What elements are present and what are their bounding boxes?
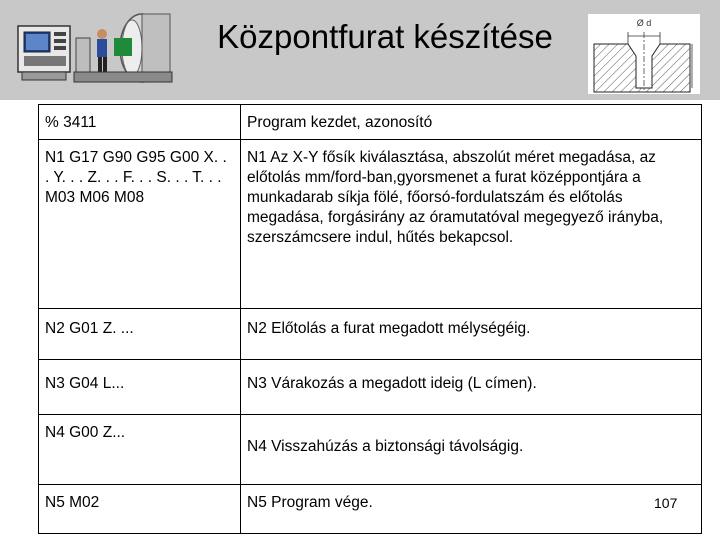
program-description-cell: N1 Az X-Y fősík kiválasztása, abszolút méret megadása, az előtolás mm/ford-ban,gyorsmenet a furat középpontjára a munkadarab síkja fölé, főorsó-fordulatszám és előtolás megadása, forgásirány az óramutatóval megegyező irányba, szerszámcsere indul, hűtés bekapcsol. [241, 140, 702, 309]
table-row [39, 140, 702, 309]
program-code-cell: N2 G01 Z. ... [39, 309, 241, 359]
program-description-cell: N4 Visszahúzás a biztonsági távolságig. [241, 415, 702, 484]
program-description-cell: N5 Program vége. [241, 484, 702, 533]
program-code-cell: % 3411 [39, 105, 241, 140]
table-row [39, 309, 702, 359]
program-description-cell: N2 Előtolás a furat megadott mélységéig. [241, 309, 702, 359]
program-table [38, 104, 702, 534]
diameter-label: Ø d [636, 18, 652, 28]
program-code-cell: N3 G04 L... [39, 359, 241, 414]
program-description-cell: N3 Várakozás a megadott ideig (L címen). [241, 359, 702, 414]
table-row [39, 105, 702, 140]
page-title: Központfurat készítése [217, 18, 553, 55]
table-row [39, 415, 702, 484]
table-row [39, 359, 702, 414]
page-number: 107 [654, 495, 678, 511]
cnc-machine-icon [14, 8, 174, 92]
center-drill-drawing [588, 14, 700, 94]
program-code-cell: N4 G00 Z... [39, 415, 241, 484]
header-bar [0, 0, 720, 100]
program-code-cell: N5 M02 [39, 484, 241, 533]
table-row [39, 484, 702, 533]
program-description-cell: Program kezdet, azonosító [241, 105, 702, 140]
program-code-cell: N1 G17 G90 G95 G00 X. . . Y. . . Z. . . F. . . S. . . T. . . M03 M06 M08 [39, 140, 241, 309]
